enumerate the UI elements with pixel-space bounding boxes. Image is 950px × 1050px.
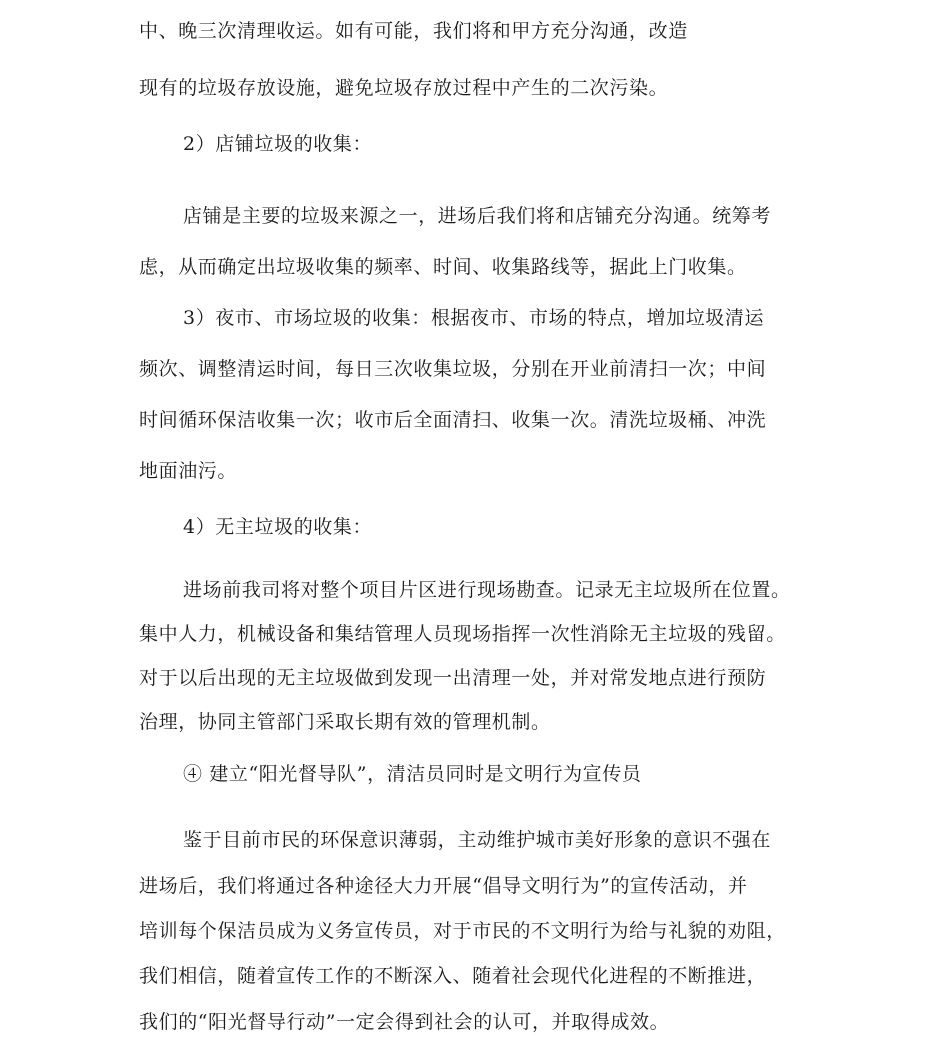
section-heading: ④ 建立“阳光督导队”，清洁员同时是文明行为宣传员 — [183, 763, 642, 785]
paragraph-line: 频次、调整清运时间，每日三次收集垃圾，分别在开业前清扫一次；中间 — [139, 358, 767, 380]
paragraph-line: 集中人力，机械设备和集结管理人员现场指挥一次性消除无主垃圾的残留。 — [139, 623, 786, 645]
section-heading: 3）夜市、市场垃圾的收集：根据夜市、市场的特点，增加垃圾清运 — [183, 307, 765, 329]
paragraph-line: 对于以后出现的无主垃圾做到发现一出清理一处，并对常发地点进行预防 — [139, 667, 767, 689]
paragraph-line: 培训每个保洁员成为义务宣传员，对于市民的不文明行为给与礼貌的劝阻， — [139, 920, 786, 942]
paragraph-line: 治理，协同主管部门采取长期有效的管理机制。 — [139, 711, 551, 733]
paragraph-line: 地面油污。 — [139, 460, 238, 482]
paragraph-line: 中、晚三次清理收运。如有可能，我们将和甲方充分沟通，改造 — [139, 20, 688, 42]
paragraph-line: 虑，从而确定出垃圾收集的频率、时间、收集路线等，据此上门收集。 — [139, 256, 747, 278]
paragraph-line: 进场后，我们将通过各种途径大力开展“倡导文明行为”的宣传活动，并 — [139, 875, 748, 897]
paragraph-line: 鉴于目前市民的环保意识薄弱，主动维护城市美好形象的意识不强在 — [183, 829, 772, 851]
paragraph-line: 我们相信，随着宣传工作的不断深入、随着社会现代化进程的不断推进， — [139, 965, 767, 987]
paragraph-line: 现有的垃圾存放设施，避免垃圾存放过程中产生的二次污染。 — [139, 77, 669, 99]
section-heading: 2）店铺垃圾的收集： — [183, 133, 373, 155]
section-heading: 4）无主垃圾的收集： — [183, 516, 373, 538]
paragraph-line: 店铺是主要的垃圾来源之一，进场后我们将和店铺充分沟通。统筹考 — [183, 205, 772, 227]
paragraph-line: 时间循环保洁收集一次；收市后全面清扫、收集一次。清洗垃圾桶、冲洗 — [139, 409, 767, 431]
paragraph-line: 进场前我司将对整个项目片区进行现场勘查。记录无主垃圾所在位置。 — [183, 579, 791, 601]
paragraph-line: 我们的“阳光督导行动”一定会得到社会的认可，并取得成效。 — [139, 1011, 670, 1033]
